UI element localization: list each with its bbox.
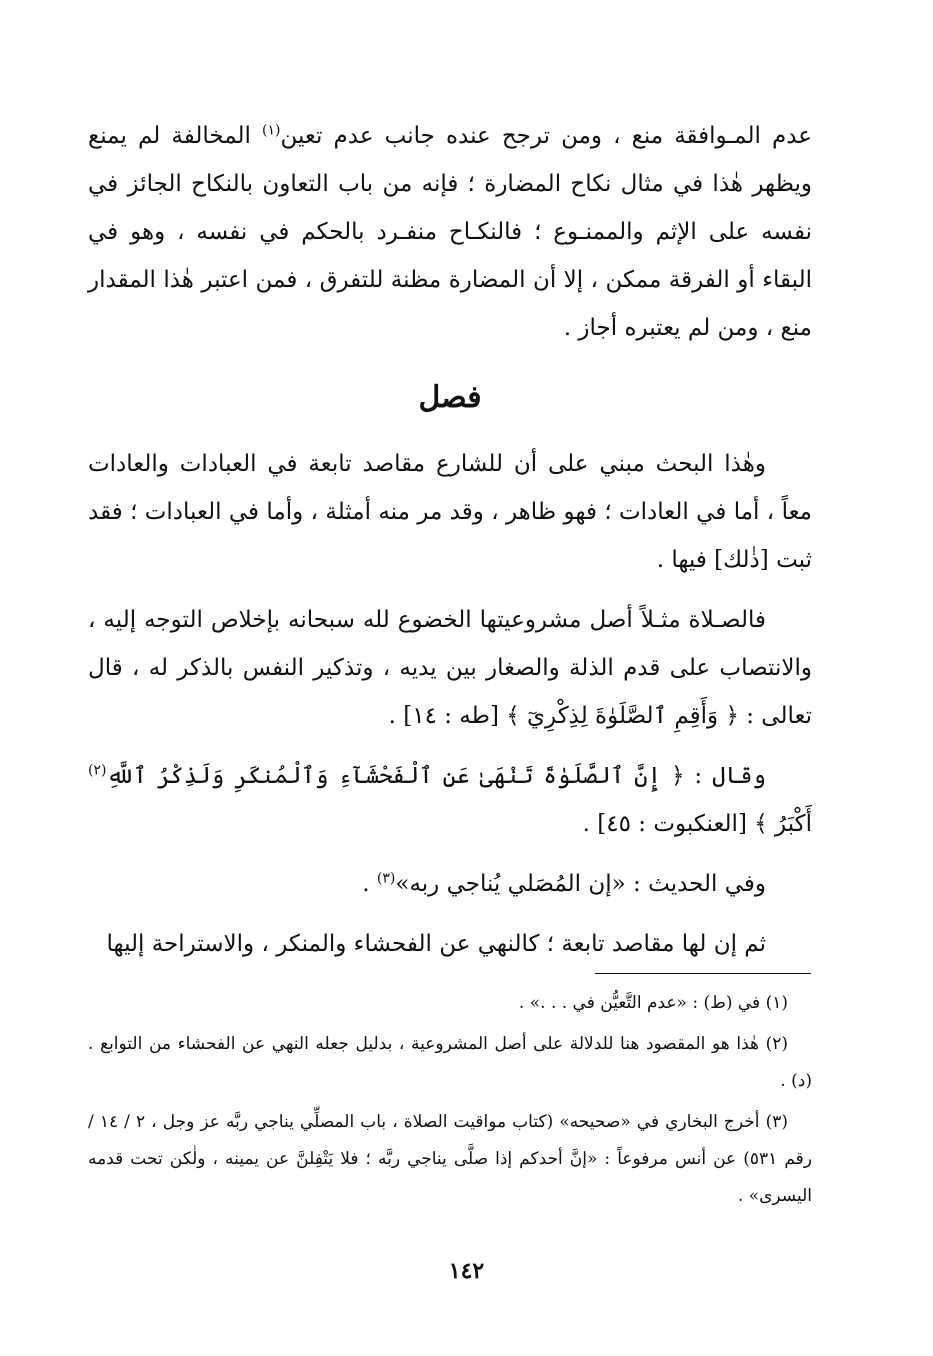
paragraph-1-continuation: المخالفة لم يمنع ويظهر هٰذا في مثال نكاح المضارة ؛ فإنه من باب التعاون بالنكاح الجائز في نفسه على الإثم والممنـوع ؛ فالنكـاح منفـرد بالحكم في نفسه ، وهو في البقاء أو الفرقة ممكن ، إلا أن المضارة مظنة للتفرق ، فمن اعتبر هٰذا المقدار منع ، ومن لم يعتبره أجاز . <box>88 123 812 341</box>
paragraph-1 <box>88 112 812 352</box>
paragraph-4 <box>88 752 812 848</box>
page-number: ١٤٢ <box>448 1258 485 1284</box>
quran-verse-ankabut-part2: أَكْبَرُ ﴾ <box>754 811 812 837</box>
footnote-3: (٣) أخرج البخاري في «صحيحه» (كتاب مواقيت الصلاة ، باب المصلِّي يناجي ربَّه عز وجل ، ٢ / ١٤ / رقم ٥٣١) عن أنس مرفوعاً : «إنَّ أحدكم إذا صلَّى يناجي ربَّه ؛ فلا يَتْفِلنَّ عن يمينه ، ولٰكن تحت قدمه اليسرى» . <box>88 1112 812 1206</box>
footnote-1: (١) في (ط) : «عدم التَّعيُّن في . . .» . <box>518 993 788 1013</box>
footnotes <box>88 985 812 1219</box>
paragraph-3-text: فالصـلاة مثـلاً أصل مشروعيتها الخضوع لله سبحانه بإخلاص التوجه إليه ، والانتصاب على قدم الذلة والصغار بين يديه ، وتذكير النفس بالذكر له ، قال تعالى : <box>88 607 812 729</box>
quran-verse-ankabut-part1: ﴿ إِنَّ ٱلصَّلَوٰةَ تَنْهَىٰ عَنِ ٱلْفَحْشَآءِ وَٱلْمُنكَرِ وَلَذِكْرُ ٱللَّهِ <box>106 763 685 789</box>
paragraph-5 <box>88 860 812 908</box>
footnote-ref-1[interactable]: (١) <box>262 122 281 139</box>
paragraph-2: وهٰذا البحث مبني على أن للشارع مقاصد تابعة في العبادات والعادات معاً ، أما في العادات ؛ فهو ظاهر ، وقد مر منه أمثلة ، وأما في العبادات ؛ فقد ثبت [ذٰلك] فيها . <box>88 451 812 573</box>
paragraph-3 <box>88 596 812 740</box>
footnote-ref-2[interactable]: (٢) <box>88 762 107 779</box>
footnote-separator <box>595 973 811 974</box>
quran-reference-ankabut: [العنكبوت : ٤٥] . <box>582 811 755 837</box>
section-title: فصل <box>418 380 482 415</box>
footnote-ref-3[interactable]: (٣) <box>376 870 396 887</box>
main-text <box>88 112 812 980</box>
paragraph-4-text: وقال : <box>684 763 767 789</box>
quran-reference-taha: [طه : ١٤] . <box>388 703 507 729</box>
paragraph-5-end: . <box>362 871 377 897</box>
footnote-2: (٢) هٰذا هو المقصود هنا للدلالة على أصل المشروعية ، بدليل جعله النهي عن الفحشاء من التوابع . (د) . <box>88 1034 812 1091</box>
paragraph-1-text: عدم المـوافقة منع ، ومن ترجح عنده جانب عدم تعين <box>280 123 812 149</box>
paragraph-6: ثم إن لها مقاصد تابعة ؛ كالنهي عن الفحشاء والمنكر ، والاستراحة إليها <box>106 931 766 957</box>
hadith-text: وفي الحديث : «إن المُصَلي يُناجي ربه» <box>395 871 766 897</box>
quran-verse-taha: ﴿ وَأَقِمِ ٱلصَّلَوٰةَ لِذِكْرِيٓ ﴾ <box>506 703 739 729</box>
